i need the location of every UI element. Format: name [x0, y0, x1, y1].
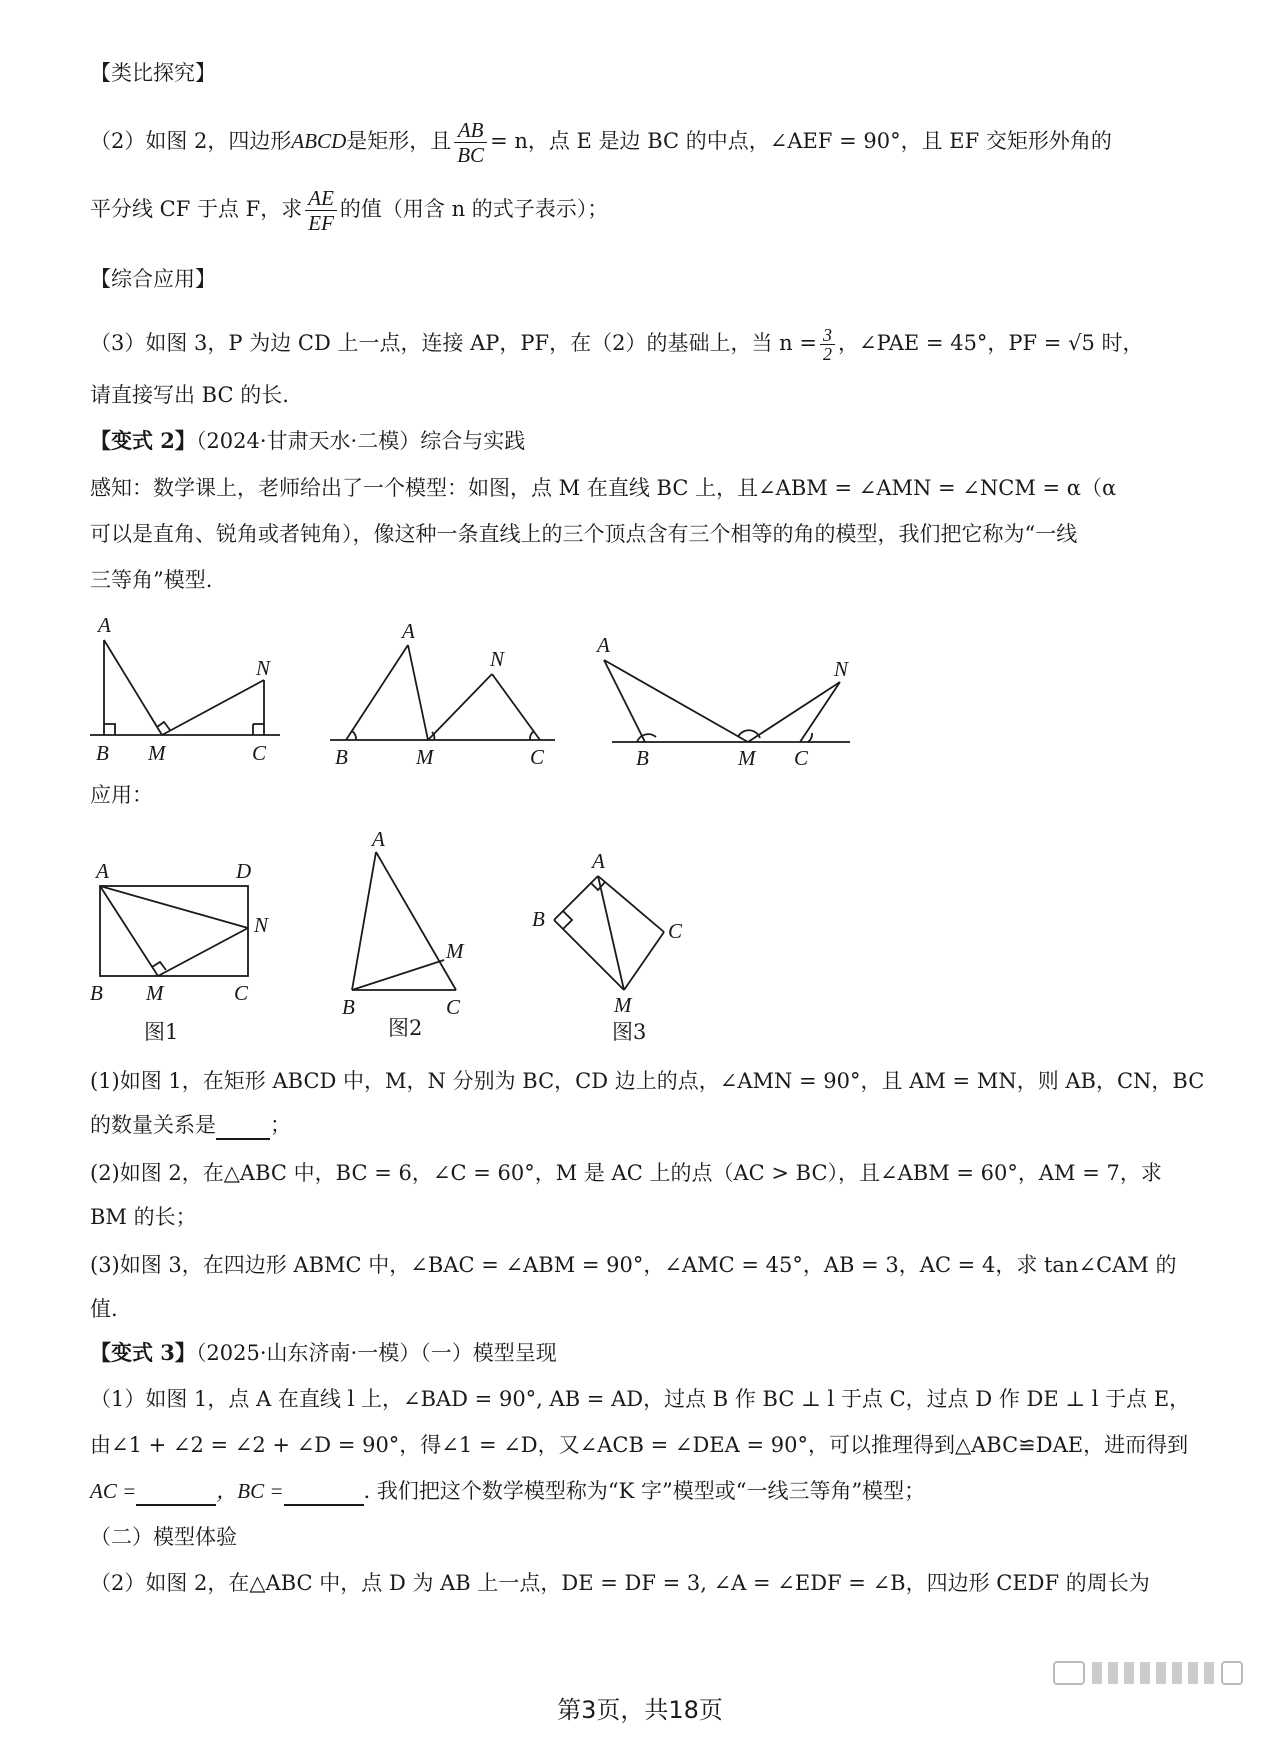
heading-analogy: 【类比探究】	[90, 61, 216, 85]
label-a: A	[402, 619, 415, 643]
application-figure-2	[342, 827, 465, 1019]
variant-2-intro-2: 可以是直角、锐角或者钝角），像这种一条直线上的三个顶点含有三个相等的角的模型，我们把它称为“一线	[90, 522, 1078, 546]
watermark-logo-icon	[1052, 1658, 1252, 1686]
q3-text-b: ，∠PAE = 45°，PF = √5 时，	[837, 331, 1144, 355]
label-n: N	[834, 657, 849, 681]
v3-problem-1-line-1: （1）如图 1，点 A 在直线 l 上，∠BAD = 90°, AB = AD，过点 B 作 BC ⊥ l 于点 C，过点 D 作 DE ⊥ l 于点 E，	[90, 1387, 1191, 1411]
application-figure-1	[90, 859, 269, 1005]
variant-2-intro-3: 三等角”模型.	[90, 568, 213, 592]
label-m: M	[146, 981, 164, 1005]
application-figure-3	[532, 849, 683, 1017]
label-c: C	[668, 919, 683, 943]
v2-problem-3-line-2: 值.	[90, 1297, 118, 1321]
label-a: A	[597, 633, 610, 657]
question-3-line-2: 请直接写出 BC 的长.	[90, 383, 289, 407]
label-b: B	[96, 741, 109, 765]
model-figure-obtuse	[595, 633, 850, 770]
variant-2-source: （2024·甘肃天水·二模）综合与实践	[195, 429, 526, 453]
label-m: M	[738, 746, 756, 770]
v2-problem-1-line-1: (1)如图 1，在矩形 ABCD 中，M，N 分别为 BC，CD 边上的点，∠AMN = 90°，且 AM = MN，则 AB，CN，BC	[90, 1069, 1205, 1093]
q2-text-b: 是矩形，且	[346, 129, 452, 153]
p1-end: ；	[270, 1113, 291, 1137]
label-b: B	[532, 907, 545, 931]
model-figure-right-angle	[90, 613, 280, 765]
v2-problem-1-line-2	[90, 1110, 291, 1140]
frac-den: BC	[457, 143, 485, 167]
q2-text-a: （2）如图 2，四边形	[90, 129, 292, 153]
answer-blank-bc[interactable]	[284, 1482, 364, 1506]
label-a: A	[372, 827, 385, 851]
q2-abcd: ABCD	[291, 129, 347, 153]
frac-den: EF	[308, 211, 334, 235]
answer-blank[interactable]	[216, 1116, 270, 1140]
label-n: N	[256, 656, 271, 680]
v2-problem-3-line-1: (3)如图 3，在四边形 ABMC 中，∠BAC = ∠ABM = 90°，∠AMC = 45°，AB = 3，AC = 4，求 tan∠CAM 的	[90, 1253, 1177, 1277]
heading-application: 【综合应用】	[90, 267, 216, 291]
label-n: N	[490, 647, 505, 671]
variant-3-title	[90, 1338, 557, 1368]
q3-text-a: （3）如图 3，P 为边 CD 上一点，连接 AP，PF，在（2）的基础上，当 n =	[90, 331, 817, 355]
model-figure-acute	[330, 619, 555, 769]
label-c: C	[446, 995, 461, 1019]
model-name-text: . 我们把这个数学模型称为“K 字”模型或“一线三等角”模型；	[363, 1479, 926, 1503]
label-c: C	[530, 745, 545, 769]
label-a: A	[96, 859, 109, 883]
answer-blank-ac[interactable]	[136, 1482, 216, 1506]
label-b: B	[90, 981, 103, 1005]
label-m: M	[148, 741, 166, 765]
label-c: C	[252, 741, 267, 765]
q2-text-e: 的值（用含 n 的式子表示）；	[339, 197, 609, 221]
v2-problem-2-line-2: BM 的长；	[90, 1205, 197, 1229]
figure-caption-1: 图1	[144, 1020, 179, 1044]
frac-num: 3	[820, 326, 835, 345]
v3-subheading-2: （二）模型体验	[90, 1525, 237, 1549]
v2-problem-2-line-1: (2)如图 2，在△ABC 中，BC = 6，∠C = 60°，M 是 AC 上的点（AC > BC），且∠ABM = 60°，AM = 7，求	[90, 1161, 1162, 1185]
v3-problem-1-line-2: 由∠1 + ∠2 = ∠2 + ∠D = 90°，得∠1 = ∠D，又∠ACB = ∠DEA = 90°，可以推理得到△ABC≌DAE，进而得到	[90, 1433, 1189, 1457]
v3-problem-1-line-3	[90, 1476, 925, 1506]
label-a: A	[592, 849, 605, 873]
bc-equals: ，BC =	[216, 1479, 284, 1503]
figure-caption-2: 图2	[388, 1016, 423, 1040]
frac-den: 2	[822, 344, 832, 364]
label-a: A	[98, 613, 111, 637]
variant-3-source: （2025·山东济南·一模）（一）模型呈现	[195, 1341, 557, 1365]
figure-caption-3: 图3	[612, 1020, 647, 1044]
apply-label: 应用：	[90, 783, 153, 807]
page-number: 第3页，共18页	[557, 1696, 723, 1724]
label-m: M	[416, 745, 434, 769]
q2-text-c: = n，点 E 是边 BC 的中点，∠AEF = 90°，且 EF 交矩形外角的	[490, 129, 1112, 153]
variant-2-label: 【变式 2】	[90, 428, 196, 453]
label-b: B	[342, 995, 355, 1019]
label-c: C	[794, 746, 809, 770]
v3-problem-2-line-1: （2）如图 2，在△ABC 中，点 D 为 AB 上一点，DE = DF = 3, ∠A = ∠EDF = ∠B，四边形 CEDF 的周长为	[90, 1571, 1150, 1595]
p1-text: 的数量关系是	[90, 1113, 216, 1137]
label-m: M	[446, 939, 464, 963]
variant-2-intro-1: 感知：数学课上，老师给出了一个模型：如图，点 M 在直线 BC 上，且∠ABM = ∠AMN = ∠NCM = α（α	[90, 476, 1117, 500]
q2-text-d: 平分线 CF 于点 F，求	[90, 197, 303, 221]
label-c: C	[234, 981, 249, 1005]
label-m: M	[614, 993, 632, 1017]
label-n: N	[254, 913, 269, 937]
ac-equals: AC =	[90, 1479, 137, 1503]
variant-3-label: 【变式 3】	[90, 1340, 196, 1365]
frac-num: AE	[305, 186, 337, 211]
label-b: B	[636, 746, 649, 770]
frac-num: AB	[454, 118, 487, 143]
label-b: B	[335, 745, 348, 769]
label-d: D	[236, 859, 252, 883]
